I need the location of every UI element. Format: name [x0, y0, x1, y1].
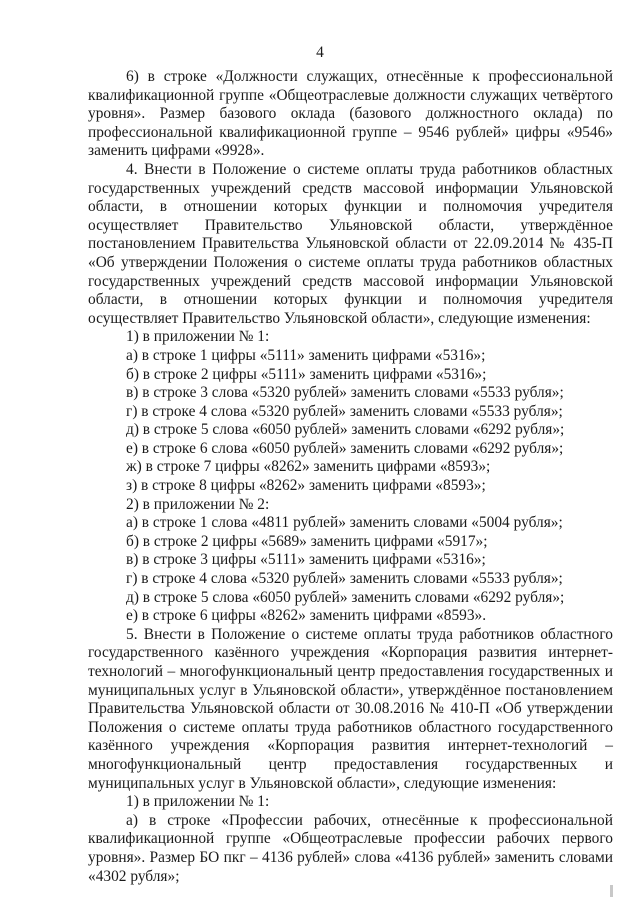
list-item: в) в строке 3 цифры «5111» заменить цифрами «5316»; [126, 551, 486, 569]
page-number: 4 [316, 44, 324, 61]
list-item: е) в строке 6 слова «6050 рублей» заменить словами «6292 рубля»; [126, 439, 564, 457]
document-body [88, 68, 613, 886]
list-item: а) в строке 1 слова «4811 рублей» заменить словами «5004 рубля»; [126, 514, 563, 532]
paragraph-6-qualification-group: 6) в строке «Должности служащих, отнесённые к профессиональной квалификационной группе «Общеотраслевые должности служащих четвёртого уровня». Размер базового оклада (базового должностного оклада) по профессиональной квалификационной группе – 9546 рублей» цифры «9546» заменить цифрами «9928». [88, 68, 613, 160]
list-item: е) в строке 6 цифры «8262» заменить цифрами «8593». [126, 607, 487, 625]
list-item: д) в строке 5 слова «6050 рублей» заменить словами «6292 рубля»; [126, 588, 565, 606]
list-item: б) в строке 2 цифры «5689» заменить цифрами «5917»; [126, 532, 488, 550]
list-item: а) в строке 1 цифры «5111» заменить цифрами «5316»; [126, 346, 486, 364]
list-item: г) в строке 4 слова «5320 рублей» заменить словами «5533 рубля»; [126, 402, 563, 420]
list-item: 2) в приложении № 2: [126, 495, 270, 513]
list-item: 1) в приложении № 1: [126, 328, 270, 346]
list-item: в) в строке 3 слова «5320 рублей» заменить словами «5533 рубля»; [126, 384, 564, 402]
paragraph-4-mass-media: 4. Внести в Положение о системе оплаты труда работников областных государственных учреждений средств массовой информации Ульяновской области, в отношении которых функции и полномочия учредителя осуществляет Правительство Ульяновской области, утверждённое постановлением Правительства Ульяновской области от 22.09.2014 № 435-П «Об утверждении Положения о системе оплаты труда работников областных государственных учреждений средств массовой информации Ульяновской области, в отношении которых функции и полномочия учредителя осуществляет Правительство Ульяновской области», следующие изменения: [88, 160, 613, 327]
paragraph-5-mfc: 5. Внести в Положение о системе оплаты труда работников областного государственного казённого учреждения «Корпорация развития интернет-технологий – многофункциональный центр предоставления государственных и муниципальных услуг в Ульяновской области», утверждённое постановлением Правительства Ульяновской области от 30.08.2016 № 410-П «Об утверждении Положения о системе оплаты труда работников областного государственного казённого учреждения «Корпорация развития интернет-технологий – многофункциональный центр предоставления государственных и муниципальных услуг в Ульяновской области», следующие изменения: [88, 625, 613, 792]
scan-artifact [610, 885, 613, 897]
list-item: д) в строке 5 слова «6050 рублей» заменить словами «6292 рубля»; [126, 421, 565, 439]
list-item: б) в строке 2 цифры «5111» заменить цифрами «5316»; [126, 365, 487, 383]
list-item: 1) в приложении № 1: [126, 793, 270, 811]
list-item: ж) в строке 7 цифры «8262» заменить цифрами «8593»; [126, 458, 491, 476]
list-item: г) в строке 4 слова «5320 рублей» заменить словами «5533 рубля»; [126, 570, 563, 588]
list-item: з) в строке 8 цифры «8262» заменить цифрами «8593»; [126, 477, 486, 495]
paragraph-a-workers-group: а) в строке «Профессии рабочих, отнесённые к профессиональной квалификационной группе «Общеотраслевые профессии рабочих первого уровня». Размер БО пкг – 4136 рублей» слова «4136 рублей» заменить словами «4302 рубля»; [88, 811, 613, 885]
